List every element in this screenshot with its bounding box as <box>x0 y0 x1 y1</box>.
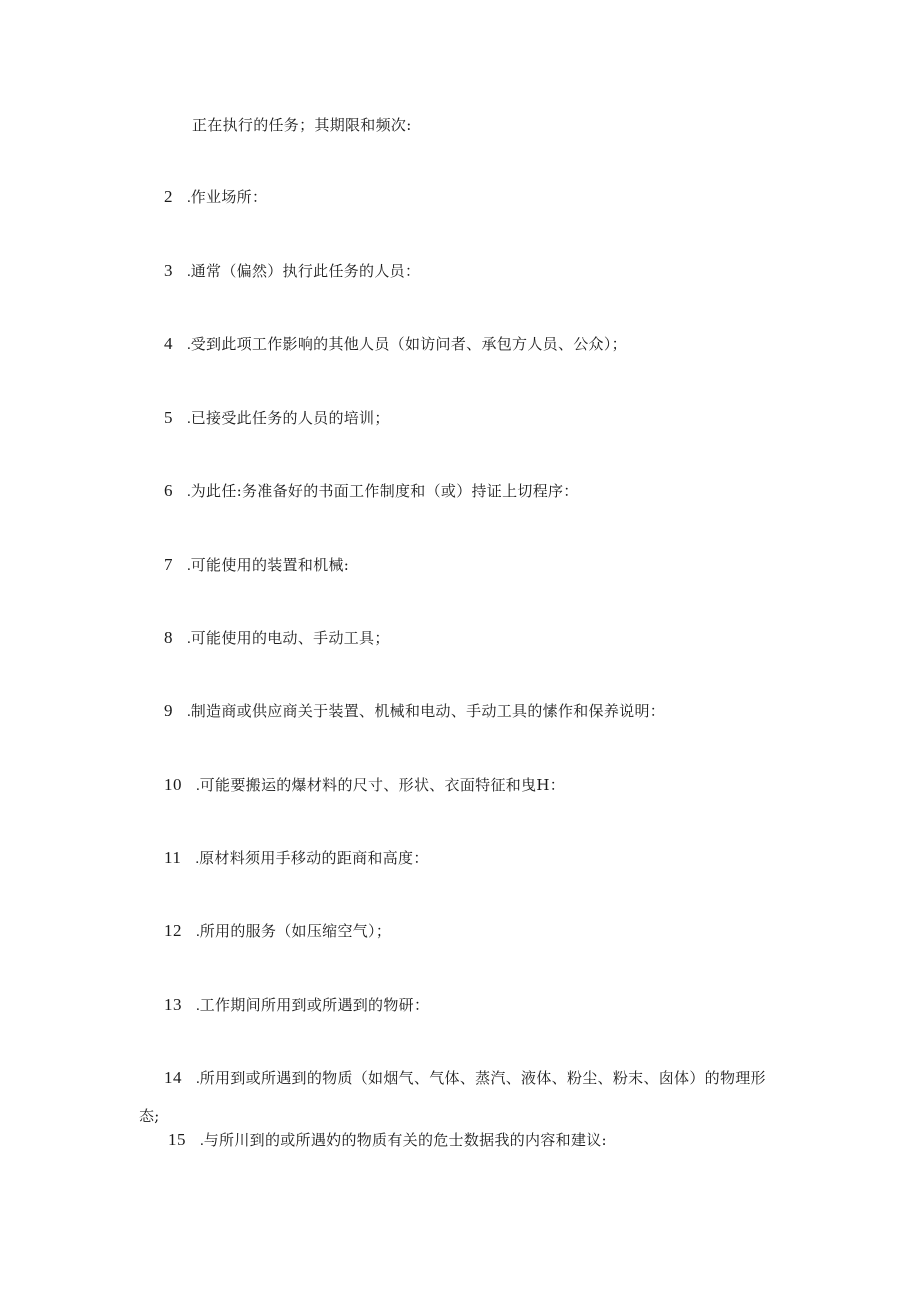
item-number: 8 <box>164 628 173 647</box>
item-number: 4 <box>164 334 173 353</box>
item-dot: . <box>196 778 200 794</box>
list-item <box>164 555 349 576</box>
item-text: 所用的服务（如压缩空气）； <box>199 922 392 940</box>
item-dot: . <box>196 1071 200 1087</box>
item-number: 15 <box>168 1130 186 1149</box>
item-number: 13 <box>164 995 182 1014</box>
item-dot: . <box>196 998 200 1014</box>
item-text: 原材料须用手移动的距商和高度： <box>199 849 429 867</box>
item-number: 9 <box>164 701 173 720</box>
item-dot: . <box>187 264 191 280</box>
item-number: 7 <box>164 555 173 574</box>
item-text: 与所川到的或所遇妁的物质有关的危士数据我的内容和建议: <box>203 1131 607 1149</box>
intro-line <box>192 115 412 135</box>
list-item <box>164 1068 766 1089</box>
item-number: 2 <box>164 187 173 206</box>
list-item <box>164 848 429 869</box>
list-item <box>164 921 391 942</box>
list-item <box>164 481 579 502</box>
list-item <box>164 261 420 282</box>
item-text: 可能使用的电动、手动工具； <box>190 629 390 647</box>
item-text: 已接受此任务的人员的培训； <box>190 409 390 427</box>
item-dot: . <box>187 411 191 427</box>
list-item <box>164 775 565 796</box>
list-item <box>164 408 390 429</box>
list-item <box>168 1130 607 1151</box>
item-text: 为此任:务准备好的书面工作制度和（或）持证上切程序： <box>190 482 579 500</box>
item-text: 工作期间所用到或所遇到的物研： <box>199 996 430 1014</box>
item-continuation-text: 态; <box>139 1107 160 1125</box>
item-dot: . <box>187 190 191 206</box>
item-number: 10 <box>164 775 182 794</box>
item-dot: . <box>200 1133 204 1149</box>
intro-text: 正在执行的任务；其期限和频次: <box>192 116 412 134</box>
item-text: 可能要搬运的爆材料的尺寸、形状、衣面特征和曳H： <box>199 776 566 794</box>
item-number: 14 <box>164 1068 182 1087</box>
list-item <box>164 701 665 722</box>
item-text: 所用到或所遇到的物质（如烟气、气体、蒸汽、液体、粉尘、粉末、囱体）的物理形 <box>199 1069 766 1087</box>
list-item-continuation <box>139 1106 160 1126</box>
item-dot: . <box>187 337 191 353</box>
item-dot: . <box>187 631 191 647</box>
item-text: 受到此项工作影响的其他人员（如访问者、承包方人员、公众）； <box>190 335 627 353</box>
item-dot: . <box>195 851 200 867</box>
item-number: 11 <box>164 848 182 867</box>
item-number: 12 <box>164 921 182 940</box>
item-dot: . <box>187 558 191 574</box>
item-text: 通常（偏然）执行此任务的人员： <box>190 262 421 280</box>
item-number: 3 <box>164 261 173 280</box>
list-item <box>164 334 627 355</box>
item-dot: . <box>187 704 191 720</box>
item-dot: . <box>196 924 200 940</box>
list-item <box>164 995 429 1016</box>
item-text: 制造商或供应商关于装置、机械和电动、手动工具的愫作和保养说明： <box>190 702 666 720</box>
item-number: 6 <box>164 481 173 500</box>
list-item <box>164 628 390 649</box>
item-dot: . <box>187 484 191 500</box>
list-item <box>164 187 267 208</box>
item-text: 作业场所： <box>190 188 268 206</box>
item-text: 可能使用的装置和机械: <box>190 556 350 574</box>
item-number: 5 <box>164 408 173 427</box>
